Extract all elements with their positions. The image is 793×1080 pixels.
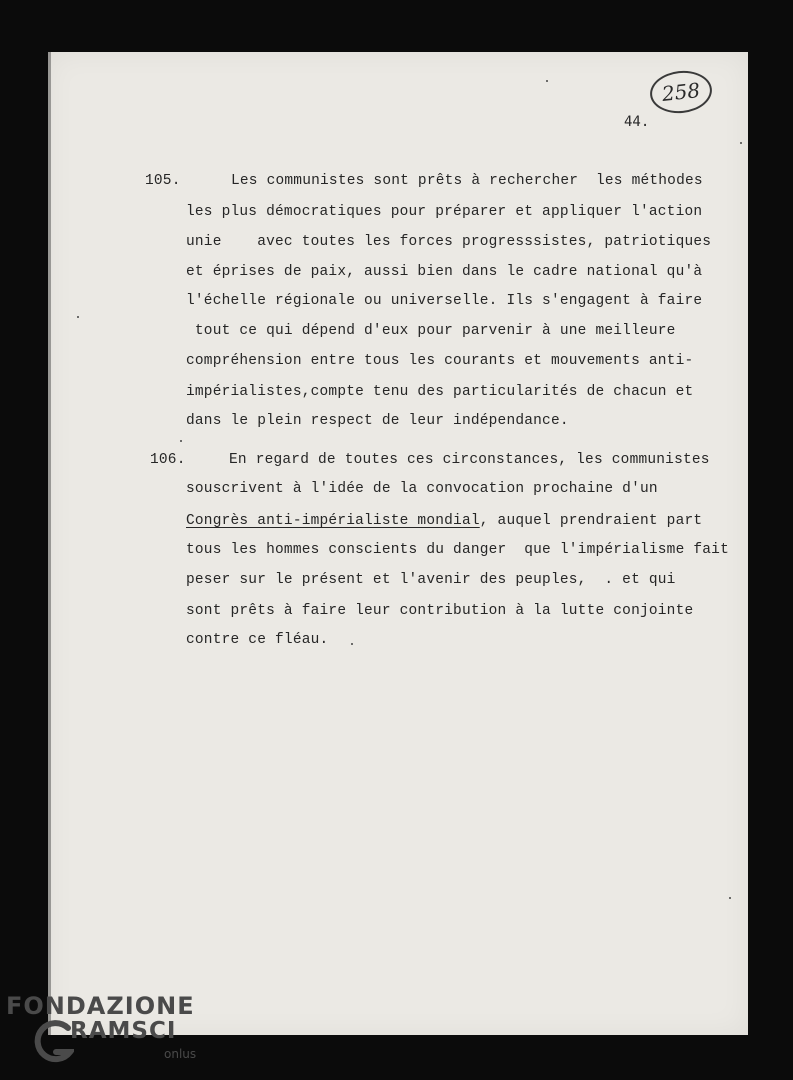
archive-number-stamp: 258 [648, 68, 714, 116]
paragraph-number-106: 106. [150, 452, 186, 468]
paragraph-106-line-1: En regard de toutes ces circonstances, les communistes [229, 452, 710, 468]
paper-speck [77, 316, 79, 318]
paragraph-105-line-7: compréhension entre tous les courants et mouvements anti- [186, 353, 694, 369]
paragraph-106-line-2: souscrivent à l'idée de la convocation prochaine d'un [186, 481, 658, 497]
paragraph-number-105: 105. [145, 173, 181, 189]
paragraph-105-line-2: les plus démocratiques pour préparer et appliquer l'action [186, 204, 703, 220]
paragraph-105-line-6: tout ce qui dépend d'eux pour parvenir à une meilleure [186, 323, 676, 339]
watermark-line-3: onlus [164, 1047, 197, 1061]
page-number: 44. [624, 114, 650, 130]
paragraph-106-line-3 [186, 513, 702, 529]
gramsci-g-logo-icon [32, 1020, 74, 1068]
paper-speck [180, 440, 182, 442]
congress-title-underlined: Congrès anti-impérialiste mondial [186, 513, 480, 529]
paragraph-106-line-6: sont prêts à faire leur contribution à la lutte conjointe [186, 603, 694, 619]
fondazione-gramsci-watermark [4, 992, 204, 1072]
paragraph-105-line-1: Les communistes sont prêts à rechercher les méthodes [231, 173, 703, 189]
watermark-line-2: RAMSCI [70, 1018, 177, 1044]
paragraph-105-line-5: l'échelle régionale ou universelle. Ils s'engagent à faire [186, 293, 703, 309]
paragraph-105-line-9: dans le plein respect de leur indépendance. [186, 413, 569, 429]
watermark-line-1: FONDAZIONE [6, 992, 195, 1020]
paper-speck [351, 643, 353, 645]
paragraph-106-line-7: contre ce fléau. [186, 632, 329, 648]
paragraph-106-line-5: peser sur le présent et l'avenir des peuples, . et qui [186, 572, 676, 588]
paper-speck [740, 142, 742, 144]
paragraph-105-line-4: et éprises de paix, aussi bien dans le cadre national qu'à [186, 264, 703, 280]
paper-speck [546, 80, 548, 82]
paragraph-105-line-8: impérialistes,compte tenu des particularités de chacun et [186, 384, 694, 400]
paragraph-105-line-3: unie avec toutes les forces progresssistes, patriotiques [186, 234, 712, 250]
paragraph-106-line-3-rest: , auquel prendraient part [479, 513, 703, 529]
paper-speck [729, 897, 731, 899]
paragraph-106-line-4: tous les hommes conscients du danger que l'impérialisme fait [186, 542, 729, 558]
